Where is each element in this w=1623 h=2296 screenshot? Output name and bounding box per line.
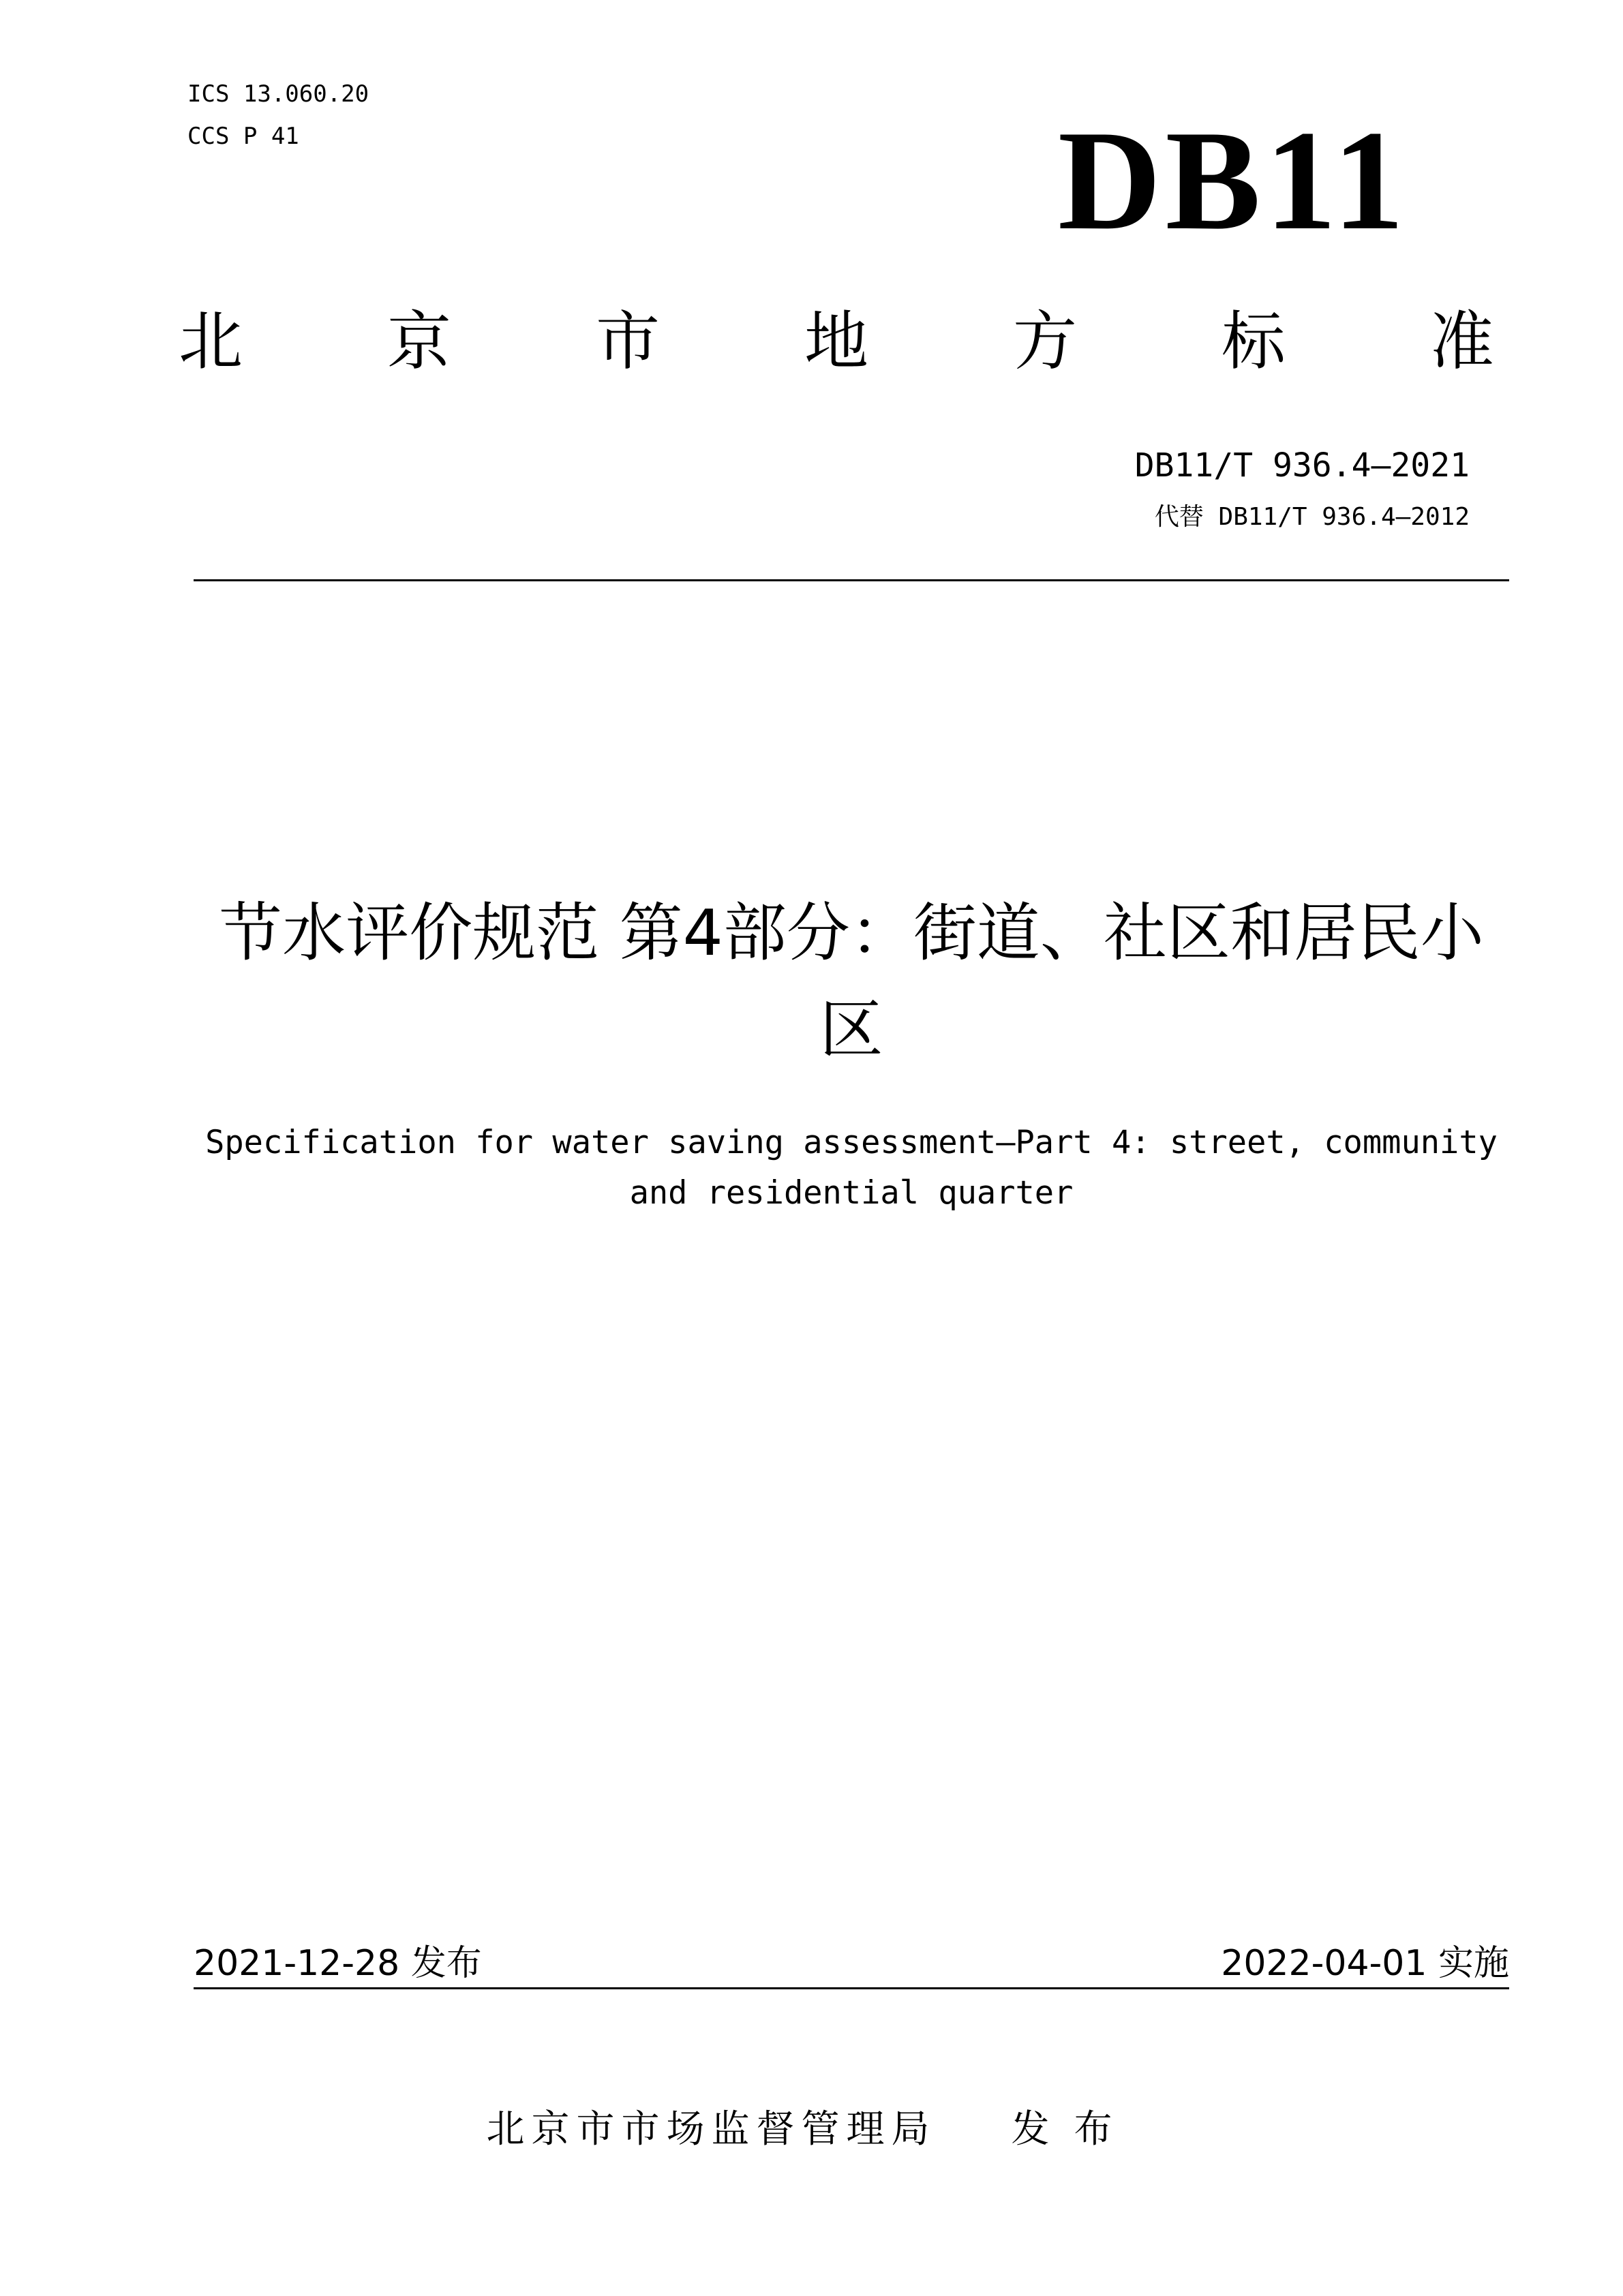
issue-date: 2021-12-28 发布 [194, 1943, 482, 1984]
footer-divider [194, 1987, 1509, 1989]
standard-type-char: 标 [1221, 305, 1286, 379]
standard-type-char: 京 [386, 305, 451, 379]
db11-logo: DB11 [1057, 102, 1408, 260]
standard-type-char: 地 [804, 305, 868, 379]
standard-type-char: 准 [1429, 305, 1494, 379]
ccs-code: CCS P 41 [187, 123, 299, 150]
replaces-standard: 代替 DB11/T 936.4—2012 [1154, 503, 1470, 531]
publish-label: 发布 [1011, 2107, 1137, 2152]
header-divider [194, 579, 1509, 581]
document-title-english: Specification for water saving assessment—Part 4: street, community and residential quarter [205, 1124, 1498, 1212]
standard-type-heading [179, 305, 1494, 379]
publisher-line [0, 2099, 1623, 2154]
standard-type-char: 市 [595, 305, 660, 379]
standard-type-char: 北 [179, 305, 243, 379]
standard-type-char: 方 [1012, 305, 1077, 379]
publisher-name: 北京市市场监督管理局 [486, 2107, 937, 2152]
implementation-date: 2022-04-01 实施 [1221, 1943, 1509, 1984]
document-title-chinese: 节水评价规范 第4部分：街道、社区和居民小区 [219, 896, 1484, 1067]
standard-number: DB11/T 936.4—2021 [1134, 446, 1470, 485]
ics-code: ICS 13.060.20 [187, 80, 369, 108]
